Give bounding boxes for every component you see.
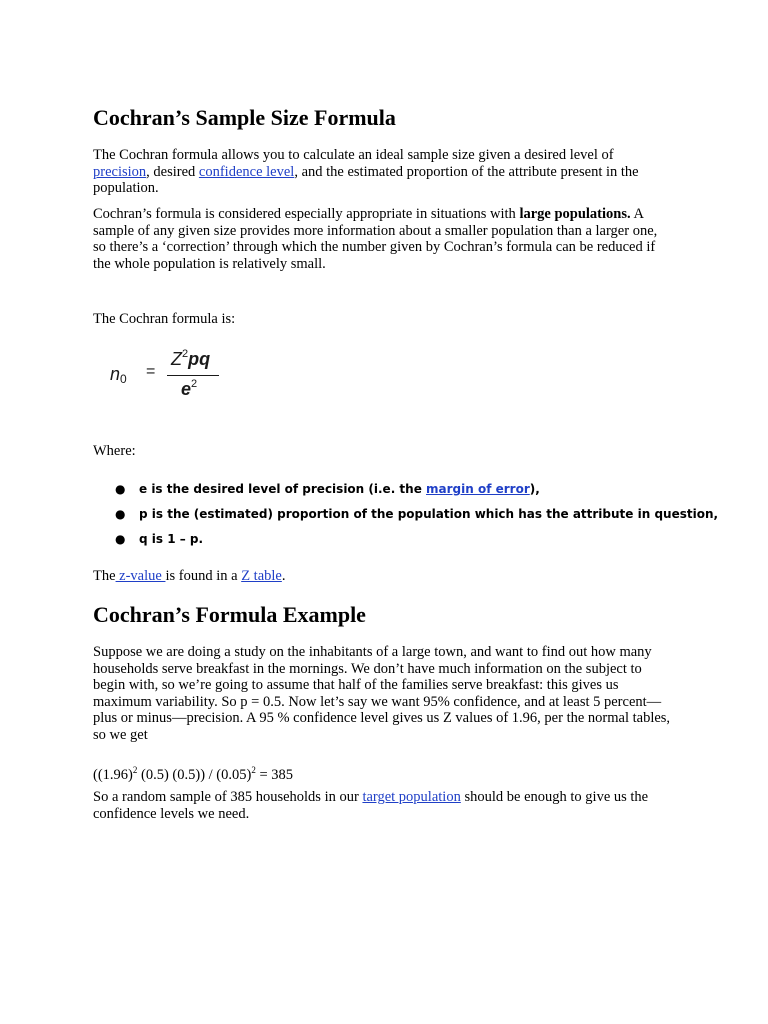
formula-lhs-var: n: [110, 364, 121, 384]
text-run: The Cochran formula allows you to calculate an ideal sample size given a desired level of: [93, 147, 614, 163]
text-run: should be enough to give us the confidence levels we need.: [93, 789, 649, 822]
text-run: ((1.96): [93, 767, 133, 783]
list-item: [115, 531, 675, 556]
bullet-icon: ●: [115, 507, 126, 521]
fraction-bar: [167, 375, 219, 376]
bullet-icon: ●: [115, 482, 126, 496]
cochran-formula-image: [105, 344, 235, 404]
exponent: 2: [251, 765, 256, 775]
formula-e-exponent: 2: [191, 378, 198, 390]
list-item: [115, 506, 719, 531]
calculation-line: [93, 762, 671, 784]
text-run: (0.5) (0.5)) / (0.05): [137, 767, 252, 783]
text-run: is found in a: [165, 568, 242, 584]
formula-numerator: [171, 348, 210, 370]
z-value-link[interactable]: z-value: [115, 568, 166, 584]
conclusion-paragraph: [93, 789, 671, 822]
formula-z-exponent: 2: [182, 348, 189, 360]
formula-lhs-subscript: 0: [120, 372, 127, 386]
section-heading-cochran-formula: Cochran’s Sample Size Formula: [93, 105, 396, 130]
text-run: e is the desired level of precision (i.e. the: [139, 482, 427, 496]
intro-paragraph-1: [93, 147, 671, 197]
z-value-paragraph: [93, 568, 671, 585]
variable-definitions-list: [115, 481, 719, 556]
text-run: , desired: [146, 163, 199, 180]
margin-of-error-link[interactable]: margin of error: [426, 482, 530, 496]
formula-lhs: [110, 364, 127, 386]
text-run: , and the estimated proportion of the attribute present in the population.: [93, 163, 639, 197]
formula-pq: pq: [188, 349, 211, 369]
list-item: [115, 481, 675, 506]
text-run: p is the (estimated) proportion of the population which has the attribute in question,: [139, 507, 719, 521]
confidence-level-link[interactable]: confidence level: [198, 163, 295, 180]
text-run: Cochran’s formula is considered especially appropriate in situations with: [93, 206, 520, 222]
text-run: ),: [529, 482, 540, 496]
text-run: A sample of any given size provides more information about a smaller population than a larger one, so there’s a ‘correction’ through which the number given by Cochran’s formula can be reduced if the whole population is relatively small.: [93, 206, 658, 272]
z-table-link[interactable]: Z table: [241, 568, 282, 584]
formula-e: e: [181, 379, 192, 399]
precision-link[interactable]: precision: [93, 163, 147, 180]
text-run: The: [93, 568, 116, 584]
formula-denominator: [181, 378, 197, 400]
exponent: 2: [132, 765, 138, 775]
formula-intro-text: The Cochran formula is:: [93, 311, 236, 327]
text-run: = 385: [255, 767, 294, 783]
text-run: So a random sample of 385 households in our: [93, 789, 363, 805]
bold-text: large populations.: [519, 206, 631, 222]
text-run: .: [281, 568, 286, 584]
formula-equals: =: [146, 363, 156, 380]
formula-z: Z: [171, 349, 182, 369]
where-label: Where:: [93, 443, 136, 459]
intro-paragraph-2: [93, 206, 671, 272]
section-heading-formula-example: Cochran’s Formula Example: [93, 602, 366, 627]
text-run: q is 1 – p.: [139, 532, 204, 546]
bullet-icon: ●: [115, 532, 126, 546]
example-paragraph: Suppose we are doing a study on the inhabitants of a large town, and want to find out how many households serve breakfast in the mornings. We don’t have much information on the subject to begin with, so we’re going to assume that half of the families serve breakfast: this gives us maximum variability. So p = 0.5. Now let’s say we want 95% confidence, and at least 5 percent—plus or minus—precision. A 95 % confidence level gives us Z values of 1.96, per the normal tables, so we get: [93, 644, 671, 743]
target-population-link[interactable]: target population: [362, 789, 461, 805]
